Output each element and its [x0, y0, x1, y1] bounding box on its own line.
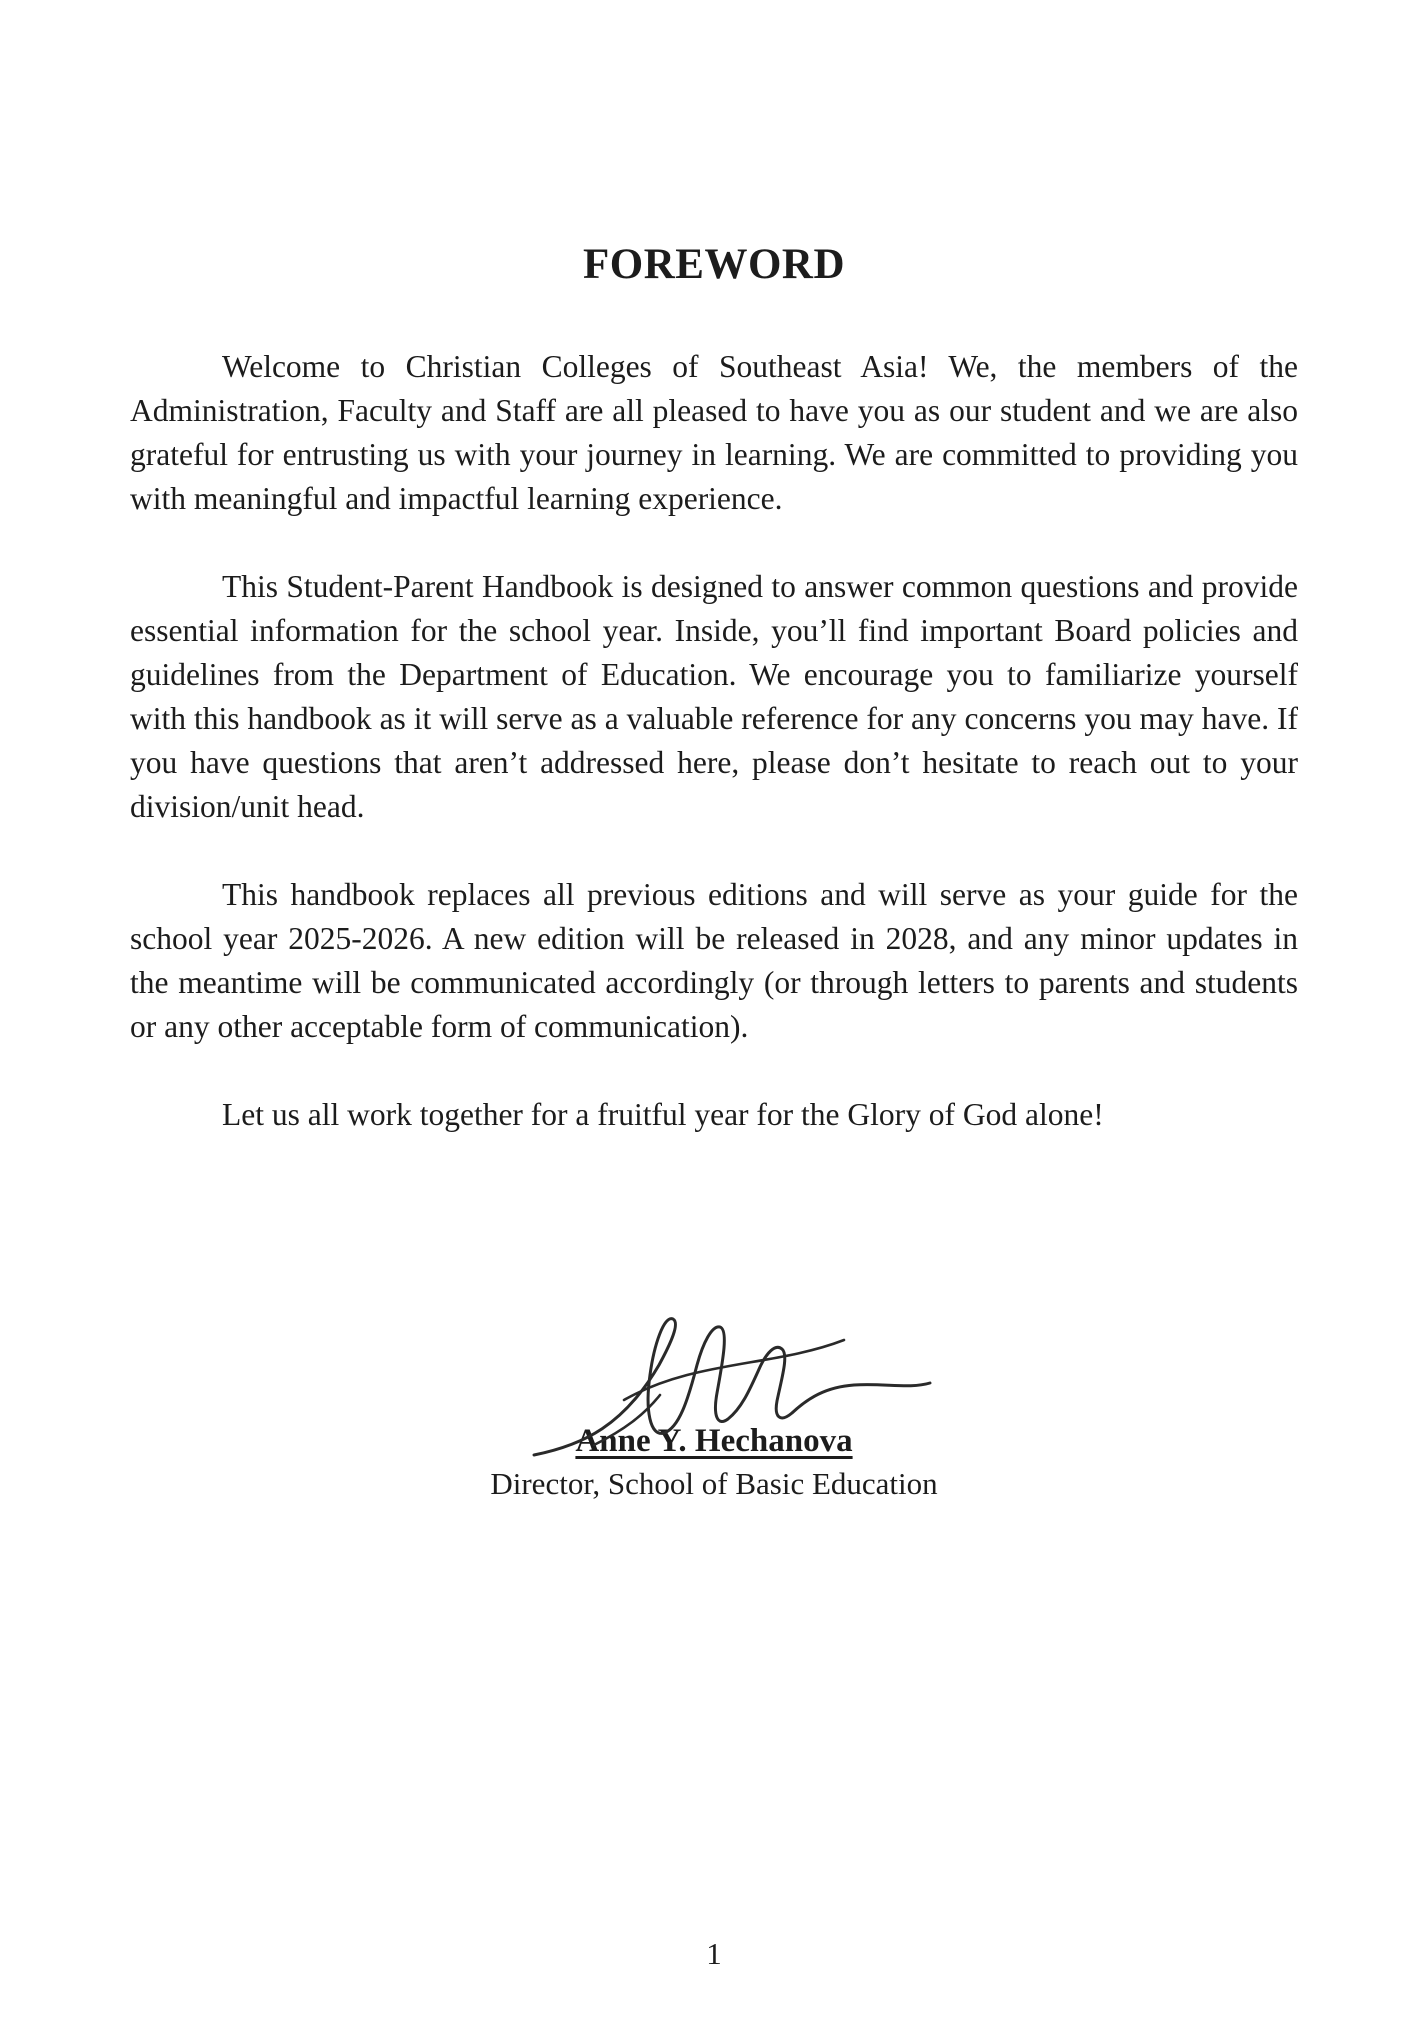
signature-block [130, 1305, 1298, 1502]
foreword-paragraph-4: Let us all work together for a fruitful year for the Glory of God alone! [222, 1097, 1104, 1132]
foreword-paragraph-3: This handbook replaces all previous editions and will serve as your guide for the school year 2025-2026. A new edition will be released in 2028, and any minor updates in the meantime will be communicated accordingly (or through letters to parents and students or any other acceptable form of communication). [130, 877, 1298, 1044]
page-title: FOREWORD [583, 241, 845, 288]
signatory-name: Anne Y. Hechanova [575, 1423, 853, 1459]
signatory-role: Director, School of Basic Education [490, 1466, 938, 1501]
page-number: 1 [706, 1936, 722, 1971]
foreword-paragraph-2: This Student-Parent Handbook is designed to answer common questions and provide essential information for the school year. Inside, you’ll find important Board policies and guidelines from the Department of Education. We encourage you to familiarize yourself with this handbook as it will serve as a valuable reference for any concerns you may have. If you have questions that aren’t addressed here, please don’t hesitate to reach out to your division/unit head. [130, 569, 1298, 824]
foreword-paragraph-1: Welcome to Christian Colleges of Southeast Asia! We, the members of the Administration, Faculty and Staff are all pleased to have you as our student and we are also grateful for entrusting us with your journey in learning. We are committed to providing you with meaningful and impactful learning experience. [130, 349, 1298, 516]
